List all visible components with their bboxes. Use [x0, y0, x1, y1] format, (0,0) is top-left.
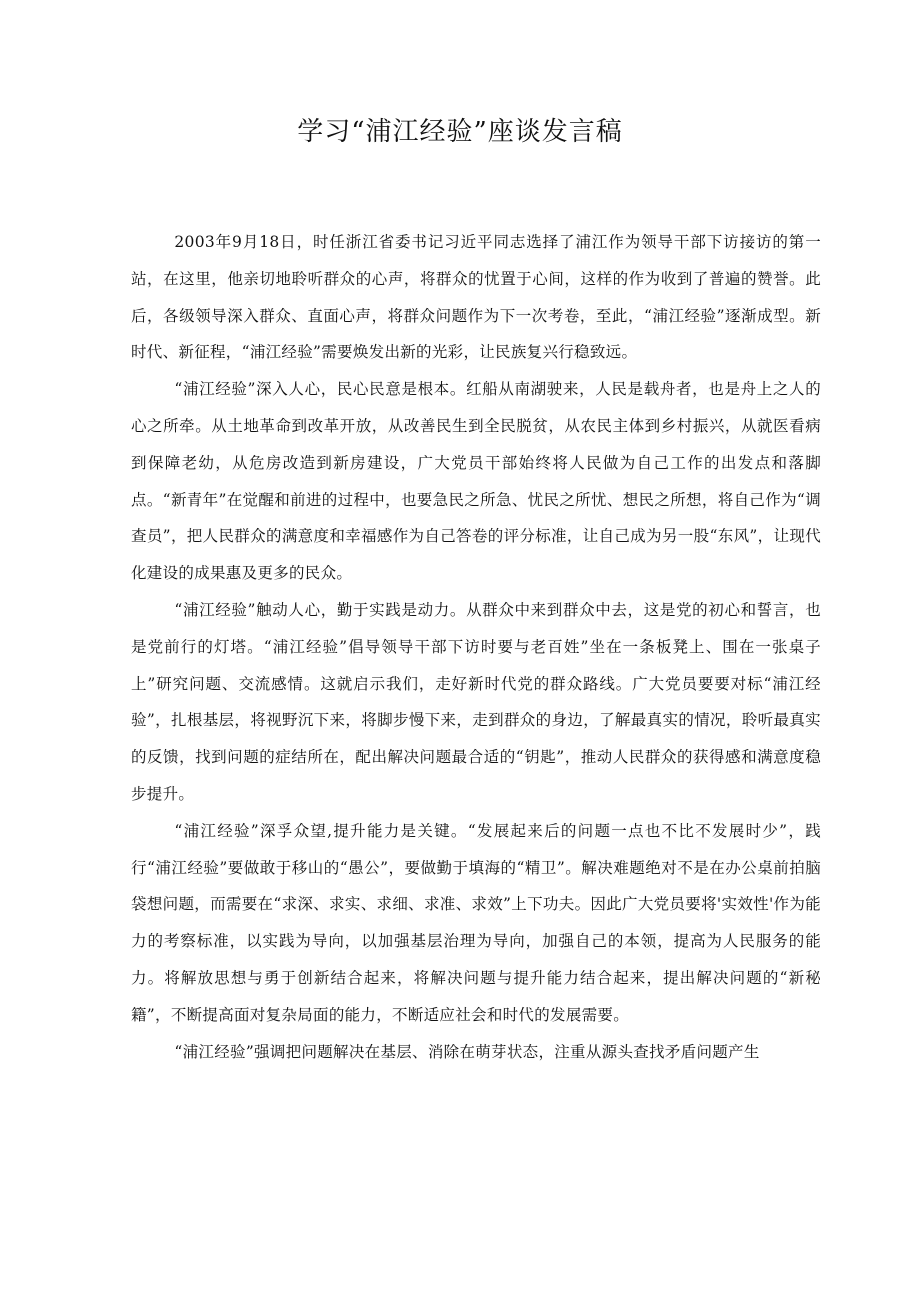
paragraph: 2003年9月18日，时任浙江省委书记习近平同志选择了浦江作为领导干部下访接访的第一站，在这里，他亲切地聆听群众的心声，将群众的忧置于心间，这样的作为收到了普遍的赞誉。此后，各级领导深入群众、直面心声，将群众问题作为下一次考卷，至此，“浦江经验”逐渐成型。新时代、新征程，“浦江经验”需要焕发出新的光彩，让民族复兴行稳致远。	[131, 233, 821, 362]
document-title: 学习“浦江经验”座谈发言稿	[297, 117, 623, 147]
document-body	[131, 224, 821, 1070]
paragraph: “浦江经验”深孚众望,提升能力是关键。“发展起来后的问题一点也不比不发展时少”，践行“浦江经验”要做敢于移山的“愚公”，要做勤于填海的“精卫”。解决难题绝对不是在办公桌前拍脑袋想问题，而需要在“求深、求实、求细、求准、求效”上下功夫。因此广大党员要将'实效性'作为能力的考察标准，以实践为导向，以加强基层治理为导向，加强自己的本领，提高为人民服务的能力。将解放思想与勇于创新结合起来，将解决问题与提升能力结合起来，提出解决问题的“新秘籍”，不断提高面对复杂局面的能力，不断适应社会和时代的发展需要。	[131, 821, 821, 1024]
paragraph: “浦江经验”触动人心，勤于实践是动力。从群众中来到群众中去，这是党的初心和誓言，也是党前行的灯塔。“浦江经验”倡导领导干部下访时要与老百姓”坐在一条板凳上、围在一张桌子上”研究问题、交流感情。这就启示我们，走好新时代党的群众路线。广大党员要要对标“浦江经验”，扎根基层，将视野沉下来，将脚步慢下来，走到群众的身边，了解最真实的情况，聆听最真实的反馈，找到问题的症结所在，配出解决问题最合适的“钥匙”，推动人民群众的获得感和满意度稳步提升。	[131, 600, 821, 803]
paragraph: “浦江经验”强调把问题解决在基层、消除在萌芽状态，注重从源头查找矛盾问题产生	[174, 1042, 760, 1061]
paragraph: “浦江经验”深入人心，民心民意是根本。红船从南湖驶来，人民是载舟者，也是舟上之人的心之所牵。从土地革命到改革开放，从改善民生到全民脱贫，从农民主体到乡村振兴，从就医看病到保障老幼，从危房改造到新房建设，广大党员干部始终将人民做为自己工作的出发点和落脚点。“新青年”在觉醒和前进的过程中，也要急民之所急、忧民之所忧、想民之所想，将自己作为“调查员”，把人民群众的满意度和幸福感作为自己答卷的评分标准，让自己成为另一股“东风”，让现代化建设的成果惠及更多的民众。	[131, 380, 821, 583]
